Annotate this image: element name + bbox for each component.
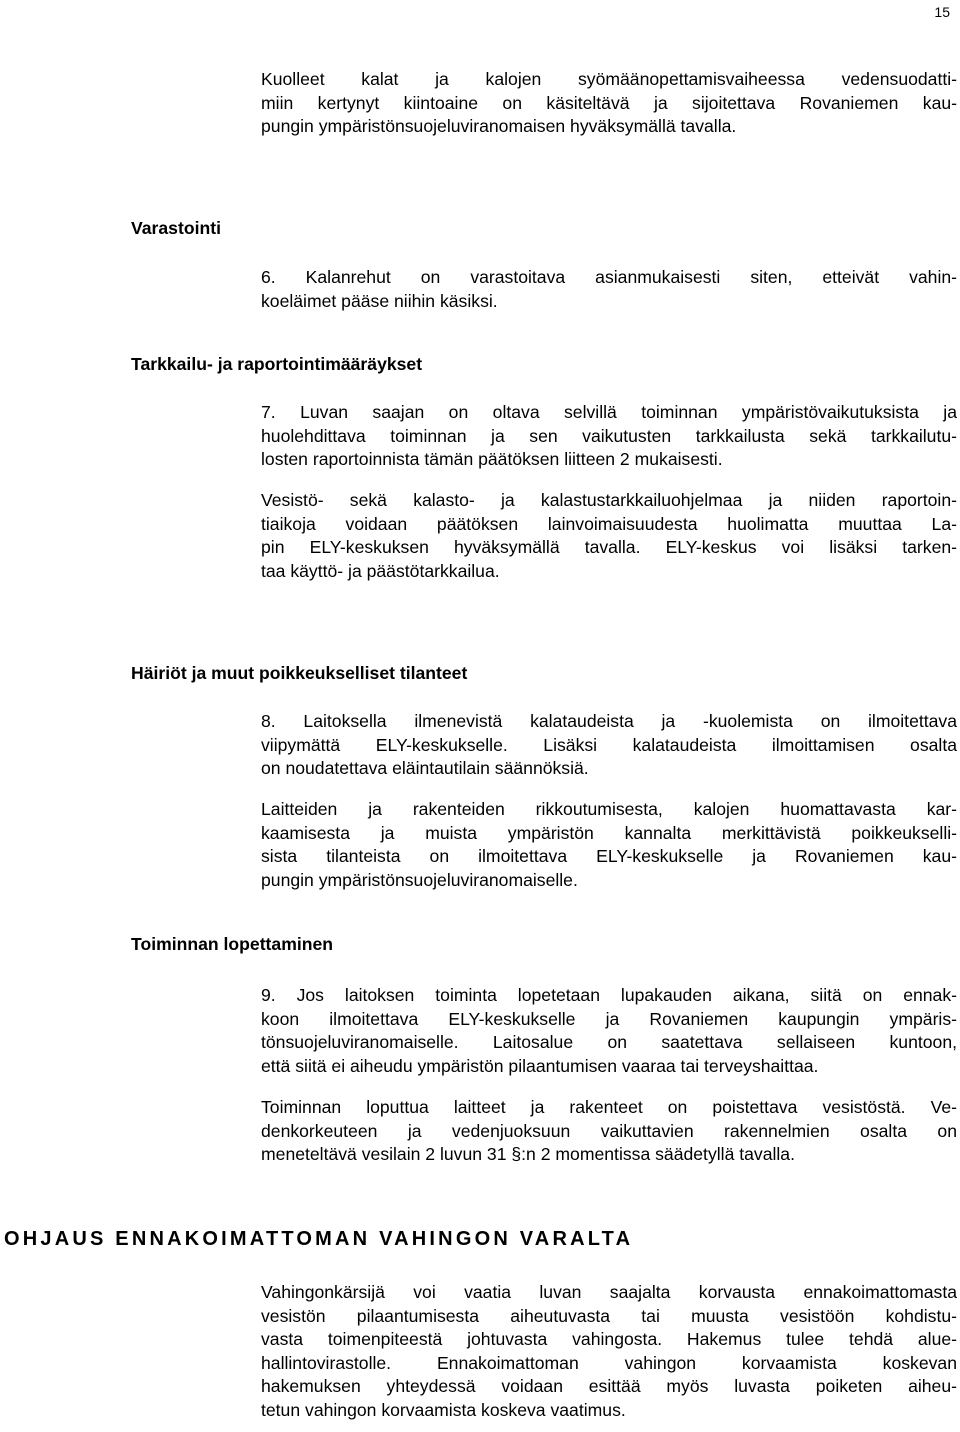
section-9-paragraph-1 (261, 984, 957, 1078)
text-line: Kuolleet kalat ja kalojen syömäänopettamisvaiheessa vedensuodatti- (261, 69, 957, 89)
text-line: denkorkeuteen ja vedenjuoksuun vaikuttavien rakennelmien osalta on (261, 1120, 957, 1141)
section-9-paragraph-2 (261, 1096, 957, 1167)
heading-ohjaus: OHJAUS ENNAKOIMATTOMAN VAHINGON VARALTA (4, 1228, 634, 1250)
text-line: vasta toimenpiteestä johtuvasta vahingosta. Hakemus tulee tehdä alue- (261, 1329, 957, 1349)
heading-lopettaminen: Toiminnan lopettaminen (131, 934, 334, 954)
ohjaus-paragraph (261, 1281, 957, 1422)
text-line: vesistön pilaantumisesta aiheutuvasta tai muusta vesistöön kohdistu- (261, 1305, 957, 1326)
text-line: hallintovirastolle. Ennakoimattoman vahingon korvaamista koskevan (261, 1352, 957, 1373)
heading-varastointi: Varastointi (131, 218, 221, 238)
text-line: taa käyttö- ja päästötarkkailua. (261, 560, 500, 581)
page-number: 15 (934, 4, 950, 20)
text-line: koeläimet pääse niihin käsiksi. (261, 290, 498, 311)
text-line: Vesistö- sekä kalasto- ja kalastustarkkailuohjelmaa ja niiden raportoin- (261, 490, 957, 510)
text-line: 6. Kalanrehut on varastoitava asianmukaisesti siten, etteivät vahin- (261, 267, 957, 287)
text-line: viipymättä ELY-keskukselle. Lisäksi kalataudeista ilmoittamisen osalta (261, 734, 957, 755)
heading-hairiot: Häiriöt ja muut poikkeukselliset tilanteet (131, 663, 468, 683)
text-line: tiaikoja voidaan päätöksen lainvoimaisuudesta huolimatta muuttaa La- (261, 513, 957, 534)
text-line: 8. Laitoksella ilmenevistä kalataudeista ja -kuolemista on ilmoitettava (261, 711, 957, 731)
text-line: miin kertynyt kiintoaine on käsiteltävä ja sijoitettava Rovaniemen kau- (261, 92, 957, 113)
text-line: koon ilmoitettava ELY-keskukselle ja Rovaniemen kaupungin ympäris- (261, 1008, 957, 1029)
text-line: huolehdittava toiminnan ja sen vaikutusten tarkkailusta sekä tarkkailutu- (261, 425, 957, 446)
text-line: on noudatettava eläintautilain säännöksiä. (261, 758, 589, 778)
text-line: tönsuojeluviranomaiselle. Laitosalue on saatettava sellaiseen kuntoon, (261, 1032, 957, 1052)
text-line: 9. Jos laitoksen toiminta lopetetaan lupakauden aikana, siitä on ennak- (261, 985, 957, 1005)
section-6 (261, 266, 957, 313)
text-line: Laitteiden ja rakenteiden rikkoutumisesta, kalojen huomattavasta kar- (261, 799, 957, 819)
text-line: sista tilanteista on ilmoitettava ELY-keskukselle ja Rovaniemen kau- (261, 846, 957, 866)
text-line: Toiminnan loputtua laitteet ja rakenteet on poistettava vesistöstä. Ve- (261, 1097, 957, 1117)
text-line: hakemuksen yhteydessä voidaan esittää myös luvasta poiketen aiheu- (261, 1376, 957, 1396)
text-line: tetun vahingon korvaamista koskeva vaatimus. (261, 1399, 626, 1420)
text-line: että siitä ei aiheudu ympäristön pilaantumisen vaaraa tai terveyshaittaa. (261, 1055, 819, 1076)
section-8-paragraph-2 (261, 798, 957, 892)
text-line: kaamisesta ja muista ympäristön kannalta merkittävistä poikkeukselli- (261, 822, 957, 843)
section-7-paragraph-2 (261, 489, 957, 583)
text-line: losten raportoinnista tämän päätöksen liitteen 2 mukaisesti. (261, 449, 723, 469)
heading-tarkkailu: Tarkkailu- ja raportointimääräykset (131, 354, 423, 374)
text-line: Vahingonkärsijä voi vaatia luvan saajalta korvausta ennakoimattomasta (261, 1282, 957, 1302)
text-line: meneteltävä vesilain 2 luvun 31 §:n 2 momentissa säädetyllä tavalla. (261, 1144, 795, 1164)
text-line: 7. Luvan saajan on oltava selvillä toiminnan ympäristövaikutuksista ja (261, 402, 957, 422)
text-line: pungin ympäristönsuojeluviranomaiselle. (261, 869, 578, 890)
section-7-paragraph-1 (261, 401, 957, 472)
intro-paragraph (261, 68, 957, 139)
text-line: pin ELY-keskuksen hyväksymällä tavalla. ELY-keskus voi lisäksi tarken- (261, 537, 957, 557)
section-8-paragraph-1 (261, 710, 957, 781)
text-line: pungin ympäristönsuojeluviranomaisen hyväksymällä tavalla. (261, 116, 737, 136)
